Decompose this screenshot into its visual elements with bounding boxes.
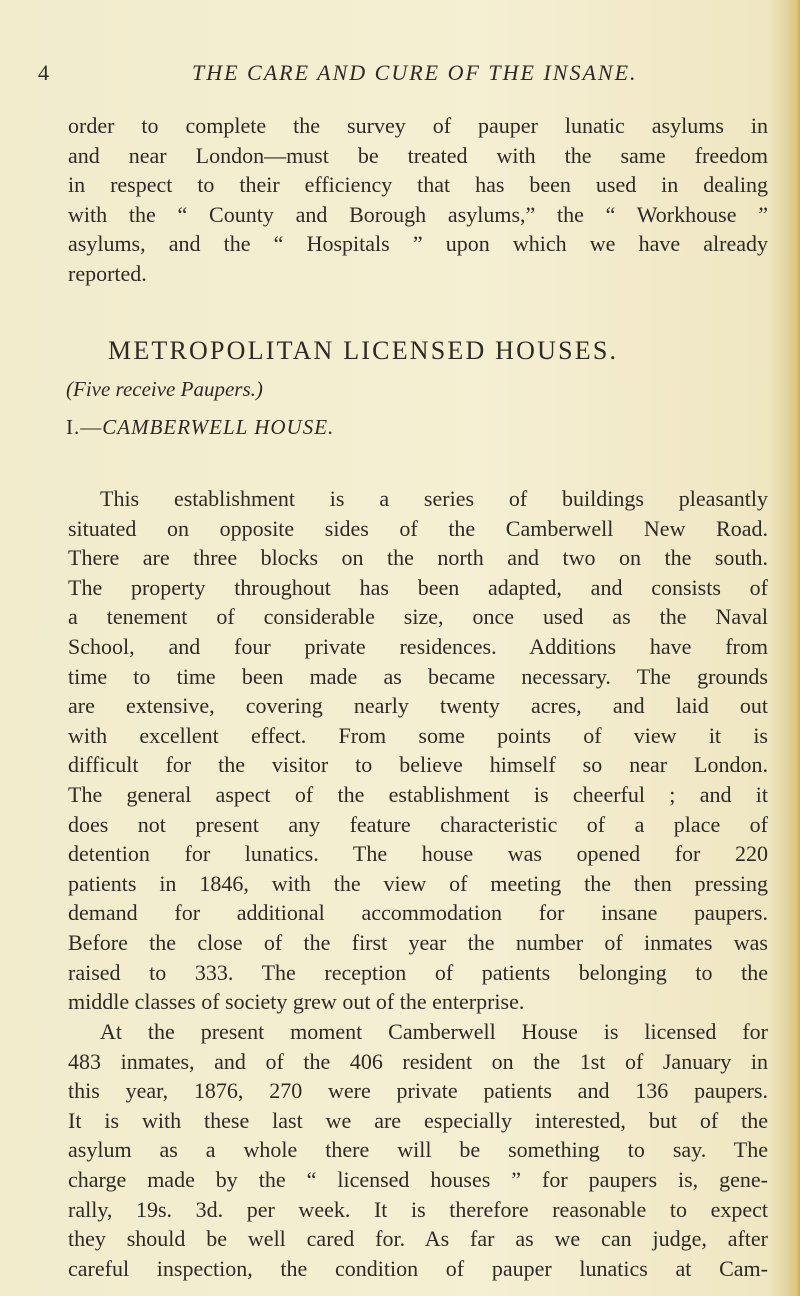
text-line: The property throughout has been adapted, and consists of xyxy=(68,574,768,600)
text-line: It is with these last we are especially interested, but of the xyxy=(68,1107,768,1133)
paragraph-camberwell-description xyxy=(68,484,768,1017)
text-line: demand for additional accommodation for insane paupers. xyxy=(68,900,768,926)
text-line: middle classes of society grew out of the enterprise. xyxy=(68,989,525,1015)
text-line: careful inspection, the condition of pauper lunatics at Cam- xyxy=(68,1255,768,1281)
subsection-number: I.— xyxy=(66,415,103,439)
text-line: with excellent effect. From some points of view it is xyxy=(68,722,768,748)
text-line: order to complete the survey of pauper lunatic asylums in xyxy=(68,113,768,138)
text-line: in respect to their efficiency that has been used in dealing xyxy=(68,172,768,198)
section-subheading: (Five receive Paupers.) xyxy=(66,377,263,401)
text-line: does not present any feature characteristic of a place of xyxy=(68,811,768,837)
running-title: THE CARE AND CURE OF THE INSANE. xyxy=(192,60,638,85)
text-line: raised to 333. The reception of patients belonging to the xyxy=(68,959,768,985)
text-line: There are three blocks on the north and two on the south. xyxy=(68,545,768,571)
text-line: they should be well cared for. As far as we can judge, after xyxy=(68,1226,768,1252)
page-number: 4 xyxy=(38,60,50,85)
text-line: asylum as a whole there will be something to say. The xyxy=(68,1137,768,1163)
text-line: 483 inmates, and of the 406 resident on the 1st of January in xyxy=(68,1048,768,1074)
page-header xyxy=(38,60,768,90)
text-line: patients in 1846, with the view of meeting the then pressing xyxy=(68,870,768,896)
text-line: difficult for the visitor to believe himself so near London. xyxy=(68,752,768,778)
text-line: rally, 19s. 3d. per week. It is therefore reasonable to expect xyxy=(68,1196,768,1222)
text-line: situated on opposite sides of the Camberwell New Road. xyxy=(68,515,768,541)
subsection-name: CAMBERWELL HOUSE. xyxy=(102,415,335,439)
text-line: a tenement of considerable size, once used as the Naval xyxy=(68,604,768,630)
paragraph-camberwell-current xyxy=(68,1017,768,1283)
text-line: charge made by the “ licensed houses ” for paupers is, gene- xyxy=(68,1166,768,1192)
text-line: Before the close of the first year the number of inmates was xyxy=(68,929,768,955)
text-line: detention for lunatics. The house was opened for 220 xyxy=(68,841,768,867)
text-line: The general aspect of the establishment is cheerful ; and it xyxy=(68,781,768,807)
page-edge xyxy=(788,0,800,1296)
text-line: School, and four private residences. Additions have from xyxy=(68,633,768,659)
text-line: are extensive, covering nearly twenty acres, and laid out xyxy=(68,693,768,719)
text-line: reported. xyxy=(68,260,147,286)
text-line: asylums, and the “ Hospitals ” upon which we have already xyxy=(68,231,768,257)
subsection-title xyxy=(66,415,334,440)
text-line: This establishment is a series of buildings pleasantly xyxy=(100,486,768,511)
text-line: with the “ County and Borough asylums,” the “ Workhouse ” xyxy=(68,201,768,227)
text-line: this year, 1876, 270 were private patients and 136 paupers. xyxy=(68,1078,768,1104)
section-heading: METROPOLITAN LICENSED HOUSES. xyxy=(108,336,619,365)
text-line: time to time been made as became necessary. The grounds xyxy=(68,663,768,689)
intro-paragraph xyxy=(68,111,768,289)
text-line: and near London—must be treated with the same freedom xyxy=(68,142,768,168)
text-line: At the present moment Camberwell House is licensed for xyxy=(100,1019,768,1044)
